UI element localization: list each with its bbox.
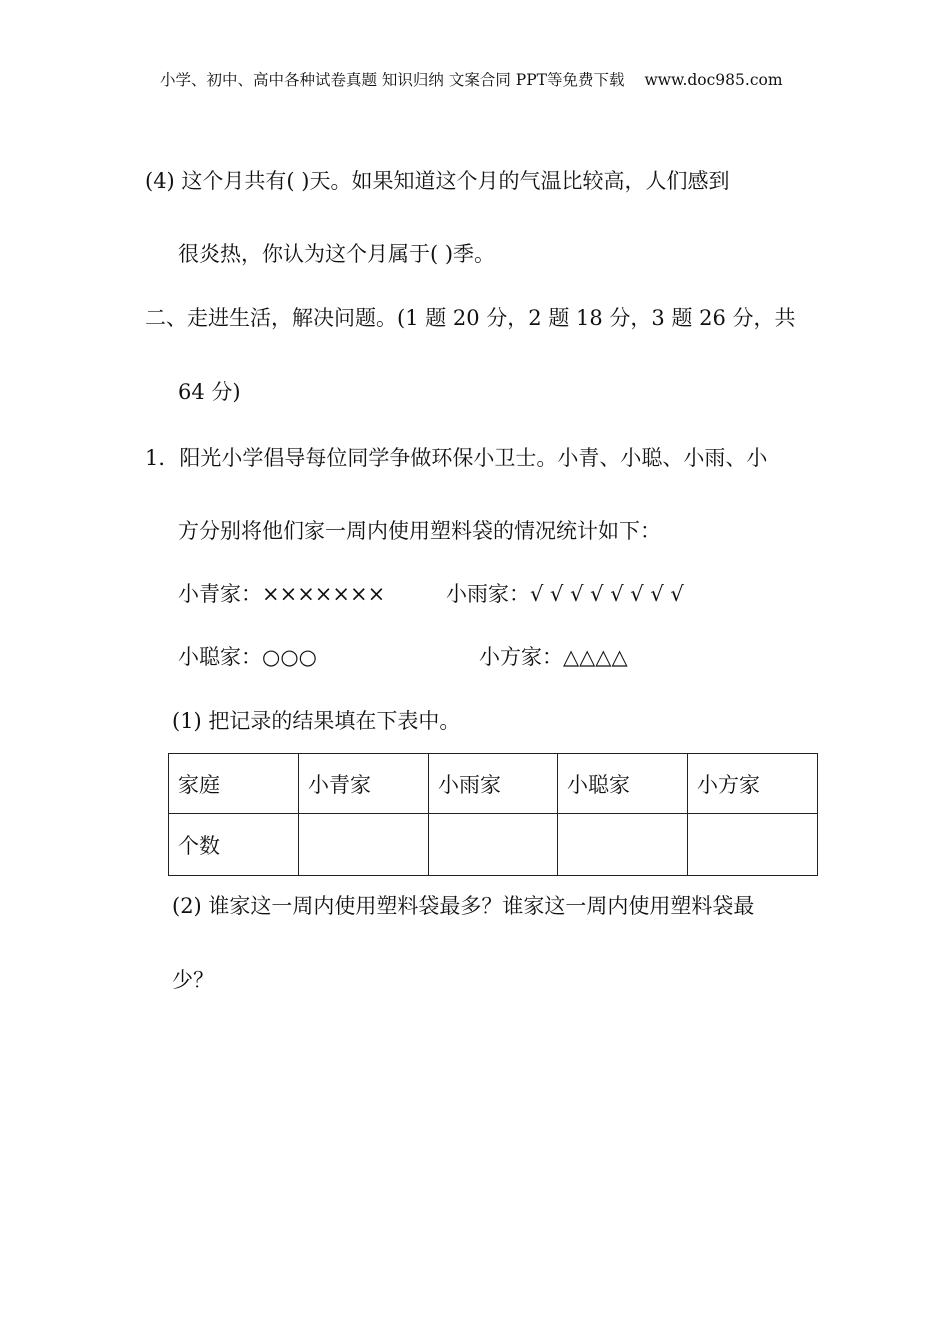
table-header-cell: 小方家: [688, 754, 818, 814]
table-cell-blank[interactable]: [429, 814, 558, 876]
record-xiaocong: 小聪家：○○○: [178, 645, 317, 669]
section-2-heading-line-2: 64 分): [178, 380, 241, 404]
table-row: [169, 814, 818, 876]
header-url: www.doc985.com: [644, 71, 783, 89]
table-cell-blank[interactable]: [558, 814, 688, 876]
sub-question-2-line-1: (2) 谁家这一周内使用塑料袋最多？谁家这一周内使用塑料袋最: [172, 894, 755, 918]
table-header-cell: 小聪家: [558, 754, 688, 814]
table-row-label: 个数: [169, 814, 299, 876]
section-2-heading-line-1: 二、走进生活，解决问题。(1 题 20 分，2 题 18 分，3 题 26 分，共: [145, 306, 796, 330]
header-text: 小学、初中、高中各种试卷真题 知识归纳 文案合同 PPT等免费下载: [160, 71, 625, 89]
problem-1-line-2: 方分别将他们家一周内使用塑料袋的情况统计如下：: [178, 519, 661, 543]
question-4-line-1: (4) 这个月共有( )天。如果知道这个月的气温比较高，人们感到: [145, 169, 730, 193]
record-xiaoqing: 小青家：×××××××: [178, 582, 386, 606]
record-xiaoyu: 小雨家：√ √ √ √ √ √ √ √: [446, 582, 684, 606]
table-header-cell: 小雨家: [429, 754, 558, 814]
table-cell-blank[interactable]: [299, 814, 429, 876]
record-table: [168, 753, 818, 876]
sub-question-2-line-2: 少？: [172, 968, 214, 992]
table-header-row: [169, 754, 818, 814]
table-header-cell: 小青家: [299, 754, 429, 814]
page-header: [160, 68, 783, 90]
sub-question-1: (1) 把记录的结果填在下表中。: [172, 709, 461, 733]
table-cell-blank[interactable]: [688, 814, 818, 876]
problem-1-line-1: 1．阳光小学倡导每位同学争做环保小卫士。小青、小聪、小雨、小: [145, 446, 768, 470]
table-header-cell: 家庭: [169, 754, 299, 814]
question-4-line-2: 很炎热，你认为这个月属于( )季。: [178, 242, 496, 266]
record-xiaofang: 小方家：△△△△: [479, 645, 628, 669]
